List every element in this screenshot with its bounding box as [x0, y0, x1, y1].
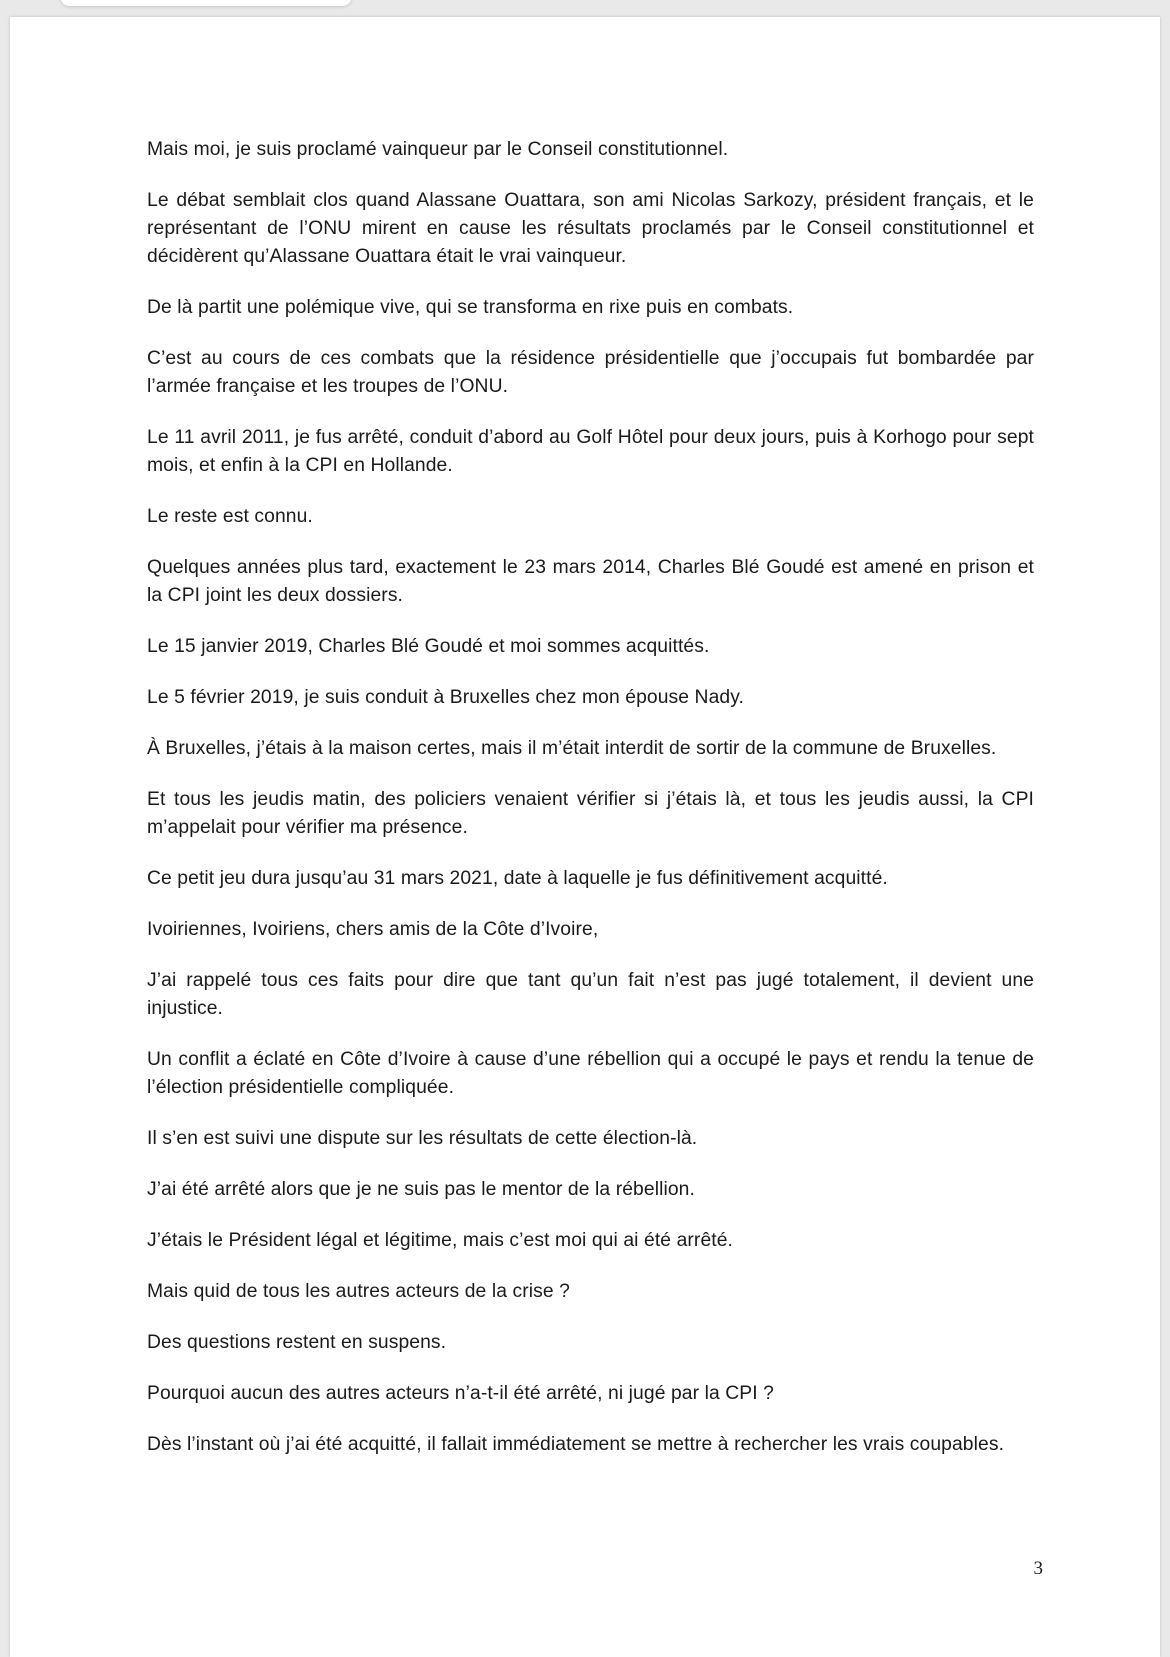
document-body	[147, 136, 1034, 1482]
paragraph: Le 15 janvier 2019, Charles Blé Goudé et moi sommes acquittés.	[147, 636, 710, 657]
top-tab-edge	[60, 0, 352, 6]
document-page	[10, 17, 1160, 1657]
paragraph: Le reste est connu.	[147, 506, 313, 527]
paragraph: Il s’en est suivi une dispute sur les résultats de cette élection-là.	[147, 1128, 698, 1149]
paragraph: Des questions restent en suspens.	[147, 1332, 447, 1353]
paragraph: J’ai été arrêté alors que je ne suis pas le mentor de la rébellion.	[147, 1179, 695, 1200]
paragraph: Pourquoi aucun des autres acteurs n’a-t-il été arrêté, ni jugé par la CPI ?	[147, 1383, 774, 1404]
paragraph: Quelques années plus tard, exactement le 23 mars 2014, Charles Blé Goudé est amené en prison et la CPI joint les deux dossiers.	[147, 557, 1034, 606]
paragraph: De là partit une polémique vive, qui se transforma en rixe puis en combats.	[147, 297, 794, 318]
paragraph: Le 5 février 2019, je suis conduit à Bruxelles chez mon épouse Nady.	[147, 687, 744, 708]
paragraph: Ivoiriennes, Ivoiriens, chers amis de la Côte d’Ivoire,	[147, 919, 599, 940]
paragraph: À Bruxelles, j’étais à la maison certes, mais il m’était interdit de sortir de la commune de Bruxelles.	[147, 738, 997, 759]
paragraph: Mais moi, je suis proclamé vainqueur par le Conseil constitutionnel.	[147, 139, 729, 160]
paragraph: J’étais le Président légal et légitime, mais c’est moi qui ai été arrêté.	[147, 1230, 734, 1251]
paragraph: Dès l’instant où j’ai été acquitté, il fallait immédiatement se mettre à rechercher les vrais coupables.	[147, 1434, 1005, 1455]
paragraph: Le débat semblait clos quand Alassane Ouattara, son ami Nicolas Sarkozy, président français, et le représentant de l’ONU mirent en cause les résultats proclamés par le Conseil constitutionnel et décidèrent qu’Alassane Ouattara était le vrai vainqueur.	[147, 190, 1034, 267]
paragraph: J’ai rappelé tous ces faits pour dire que tant qu’un fait n’est pas jugé totalement, il devient une injustice.	[147, 970, 1034, 1019]
paragraph: Un conflit a éclaté en Côte d’Ivoire à cause d’une rébellion qui a occupé le pays et rendu la tenue de l’élection présidentielle compliquée.	[147, 1049, 1034, 1098]
paragraph: Mais quid de tous les autres acteurs de la crise ?	[147, 1281, 570, 1302]
page-number: 3	[1033, 1558, 1043, 1579]
paragraph: Le 11 avril 2011, je fus arrêté, conduit d’abord au Golf Hôtel pour deux jours, puis à Korhogo pour sept mois, et enfin à la CPI en Hollande.	[147, 427, 1034, 476]
paragraph: Ce petit jeu dura jusqu’au 31 mars 2021, date à laquelle je fus définitivement acquitté.	[147, 868, 888, 889]
paragraph: Et tous les jeudis matin, des policiers venaient vérifier si j’étais là, et tous les jeudis aussi, la CPI m’appelait pour vérifier ma présence.	[147, 789, 1034, 838]
paragraph: C’est au cours de ces combats que la résidence présidentielle que j’occupais fut bombardée par l’armée française et les troupes de l’ONU.	[147, 348, 1034, 397]
